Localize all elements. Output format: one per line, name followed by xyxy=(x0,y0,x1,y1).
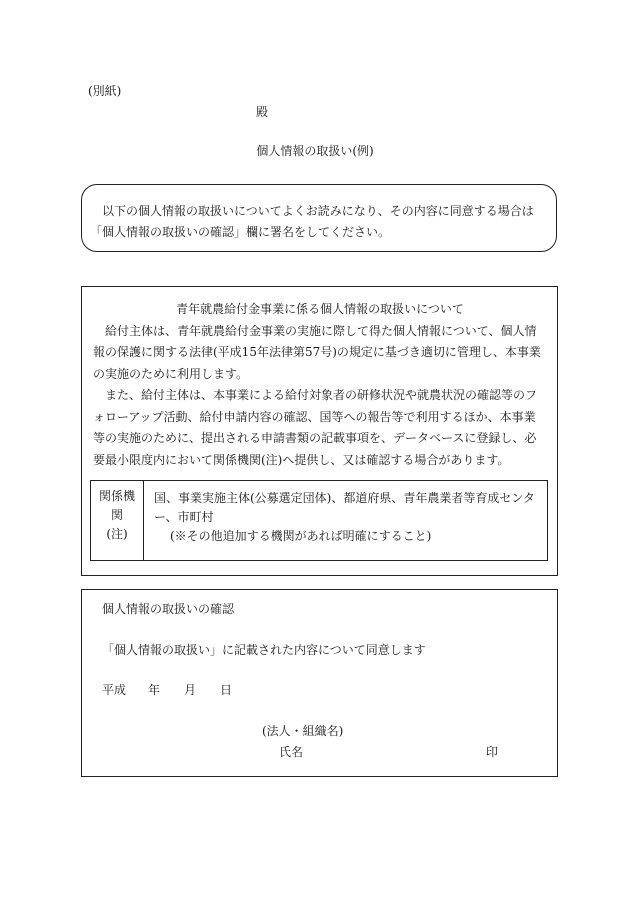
document-title: 個人情報の取扱い(例) xyxy=(256,144,374,158)
date-year-field[interactable]: 年 xyxy=(148,683,161,697)
notice-box xyxy=(81,184,557,252)
attachment-label: (別紙) xyxy=(88,84,122,98)
related-organizations-table xyxy=(90,480,548,561)
date-era: 平成 xyxy=(102,683,127,697)
related-organizations-label xyxy=(91,481,144,560)
notice-line-1: 以下の個人情報の取扱いについてよくお読みになり、その内容に同意する場合は xyxy=(102,204,534,218)
notice-line-2: 「個人情報の取扱いの確認」欄に署名をしてください。 xyxy=(90,225,391,239)
addressee-suffix: 殿 xyxy=(256,105,269,119)
privacy-paragraph-1: 給付主体は、青年就農給付金事業の実施に際して得た個人情報について、個人情報の保護に関する法律(平成15年法律第57号)の規定に基づき適切に管理し、本事業の実施のために利用します。 xyxy=(93,323,541,381)
date-month-field[interactable]: 月 xyxy=(184,683,197,697)
org-label-line-2: 関 xyxy=(110,508,123,522)
seal-mark: 印 xyxy=(486,745,499,759)
confirmation-box xyxy=(81,589,558,777)
date-day-field[interactable]: 日 xyxy=(220,683,233,697)
org-label-line-3: (注) xyxy=(106,527,128,541)
confirmation-heading: 個人情報の取扱いの確認 xyxy=(102,602,235,616)
organization-note: (※その他追加する機関があれば明確にすること) xyxy=(170,529,432,543)
related-organizations-content xyxy=(144,481,547,560)
org-label-line-1: 関係機 xyxy=(98,489,135,503)
consent-statement: 「個人情報の取扱い」に記載された内容について同意します xyxy=(102,643,426,657)
corporation-name-field[interactable]: (法人・組織名) xyxy=(262,724,344,738)
privacy-paragraph-2: また、給付主体は、本事業による給付対象者の研修状況や就農状況の確認等のフォローアップ活動、給付申請内容の確認、国等への報告等で利用するほか、本事業等の実施のために、提出される申請書類の記載事項を、データベースに登録し、必要最小限度内において関係機関(注)へ提供し、又は確認する場合があります。 xyxy=(93,388,538,467)
privacy-info-box xyxy=(81,286,558,576)
signature-name-field[interactable]: 氏名 xyxy=(279,745,304,759)
privacy-info-title: 青年就農給付金事業に係る個人情報の取扱いについて xyxy=(176,302,464,316)
organization-list: 国、事業実施主体(公募選定団体)、都道府県、青年農業者等育成センター、市町村 xyxy=(154,491,535,524)
